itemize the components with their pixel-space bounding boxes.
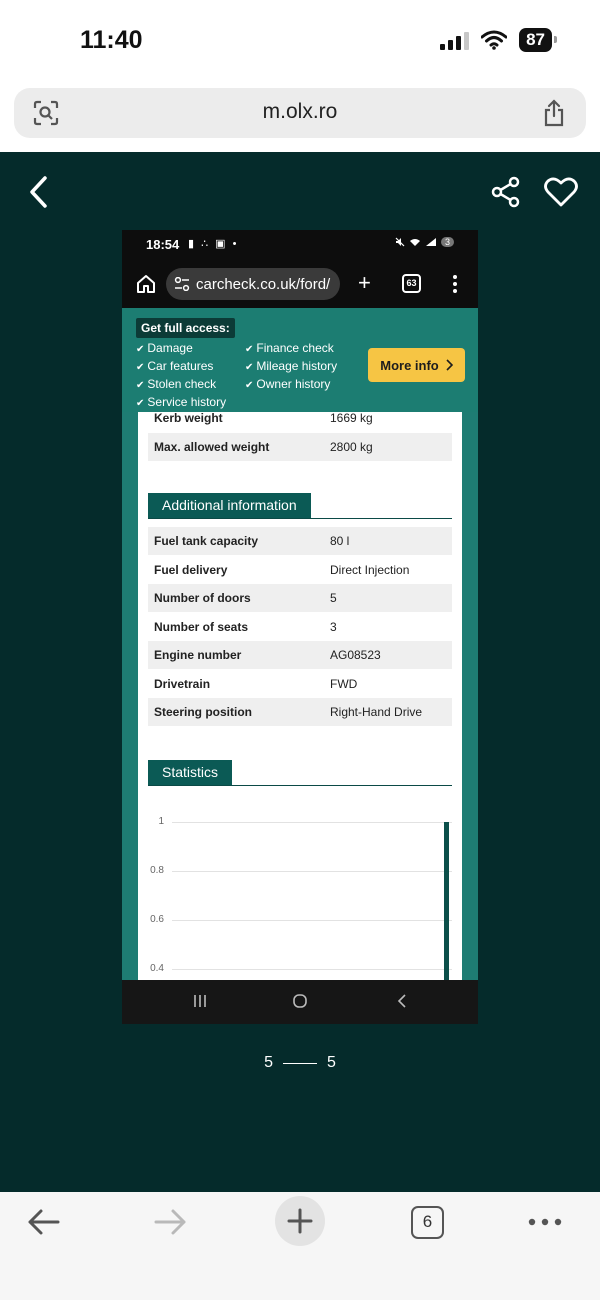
counter-divider <box>283 1063 317 1064</box>
android-status-bar <box>122 230 478 260</box>
mute-icon <box>395 237 405 247</box>
spec-value: 5 <box>330 591 337 605</box>
spec-value: Right-Hand Drive <box>330 705 423 719</box>
more-options-icon[interactable] <box>528 1218 562 1226</box>
promo-feature: ✔ Service history <box>136 394 226 412</box>
promo-features-right <box>245 340 337 394</box>
y-tick-label: 0.8 <box>150 865 164 876</box>
total-image-number: 5 <box>327 1054 336 1071</box>
spec-label: Steering position <box>154 705 253 719</box>
spec-value: Direct Injection <box>330 563 410 577</box>
notification-icons: ▮ ∴ ▣ • <box>188 238 239 250</box>
safari-address-bar[interactable] <box>14 88 586 138</box>
more-info-button[interactable] <box>368 348 465 382</box>
android-back-icon[interactable] <box>394 993 410 1009</box>
cellular-signal-icon <box>440 30 469 50</box>
chart-gridline <box>172 822 452 823</box>
back-arrow-icon[interactable] <box>26 174 50 210</box>
spec-label: Max. allowed weight <box>154 440 270 454</box>
spec-value: FWD <box>330 677 358 691</box>
android-status-right <box>395 237 454 247</box>
promo-feature: ✔ Mileage history <box>245 358 337 376</box>
spec-row <box>148 527 452 555</box>
promo-feature: ✔ Car features <box>136 358 226 376</box>
y-tick-label: 0.6 <box>150 914 164 925</box>
vehicle-specs-page <box>138 412 462 980</box>
battery-badge: 3 <box>441 237 454 247</box>
address-text: m.olx.ro <box>262 100 338 123</box>
image-counter <box>0 1054 600 1072</box>
tab-switcher-button[interactable]: 63 <box>402 274 421 293</box>
spec-label: Engine number <box>154 648 242 662</box>
more-menu-icon[interactable] <box>452 274 458 294</box>
chart-gridline <box>172 969 452 970</box>
spec-value: 2800 kg <box>330 440 373 454</box>
spec-row <box>148 613 452 641</box>
statistics-chart <box>148 796 452 980</box>
share-icon[interactable] <box>542 99 566 127</box>
y-tick-label: 0.4 <box>150 963 164 974</box>
promo-title: Get full access: <box>136 318 235 338</box>
section-title: Additional information <box>148 493 311 518</box>
chrome-toolbar <box>122 260 478 308</box>
favorite-heart-icon[interactable] <box>544 176 578 208</box>
spec-label: Kerb weight <box>154 412 223 425</box>
promo-feature: ✔ Damage <box>136 340 226 358</box>
spec-row <box>148 556 452 584</box>
safari-bottom-toolbar <box>0 1192 600 1300</box>
chrome-url-text: carcheck.co.uk/ford/ <box>196 276 331 293</box>
forward-icon[interactable] <box>154 1208 188 1236</box>
spec-value: AG08523 <box>330 648 381 662</box>
spec-row <box>148 412 452 432</box>
spec-value: 80 l <box>330 534 350 548</box>
new-tab-button[interactable] <box>275 1196 325 1246</box>
home-circle-icon[interactable] <box>292 993 308 1009</box>
promo-feature: ✔ Stolen check <box>136 376 226 394</box>
status-time: 11:40 <box>80 26 143 54</box>
plus-icon <box>287 1208 313 1234</box>
battery-indicator: 87 <box>519 28 552 52</box>
tabs-button[interactable]: 6 <box>411 1206 444 1239</box>
promo-banner <box>122 308 478 412</box>
spec-label: Drivetrain <box>154 677 211 691</box>
additional-info-heading <box>148 493 452 519</box>
chart-gridline <box>172 871 452 872</box>
chart-gridline <box>172 920 452 921</box>
promo-feature: ✔ Owner history <box>245 376 337 394</box>
section-title: Statistics <box>148 760 232 785</box>
wifi-icon <box>481 30 507 50</box>
ios-status-bar <box>0 0 600 80</box>
android-nav-bar <box>122 980 478 1024</box>
android-wifi-icon <box>409 237 421 247</box>
android-signal-icon <box>425 237 437 247</box>
spec-row <box>148 698 452 726</box>
android-time: 18:54 <box>146 237 180 252</box>
y-tick-label: 1 <box>158 816 164 827</box>
recent-apps-icon[interactable] <box>192 993 208 1009</box>
chevron-right-icon <box>446 359 453 371</box>
chrome-address-bar[interactable] <box>166 268 340 300</box>
spec-row <box>148 433 452 461</box>
spec-row <box>148 670 452 698</box>
spec-label: Fuel tank capacity <box>154 534 259 548</box>
spec-value: 1669 kg <box>330 412 373 425</box>
spec-label: Number of doors <box>154 591 251 605</box>
back-icon[interactable] <box>26 1208 60 1236</box>
current-image-number: 5 <box>264 1054 273 1071</box>
spec-row <box>148 584 452 612</box>
promo-feature: ✔ Finance check <box>245 340 337 358</box>
spec-label: Number of seats <box>154 620 249 634</box>
chart-bar <box>444 822 449 980</box>
share-nodes-icon[interactable] <box>490 176 522 208</box>
more-info-label: More info <box>380 357 439 373</box>
statistics-heading <box>148 760 452 786</box>
image-viewer[interactable] <box>0 152 600 1192</box>
spec-label: Fuel delivery <box>154 563 228 577</box>
promo-features-left <box>136 340 226 412</box>
spec-value: 3 <box>330 620 337 634</box>
home-icon[interactable] <box>136 274 156 294</box>
spec-row <box>148 641 452 669</box>
listing-photo <box>122 230 478 1024</box>
new-tab-icon[interactable]: + <box>358 270 371 295</box>
site-settings-icon[interactable] <box>174 277 190 291</box>
